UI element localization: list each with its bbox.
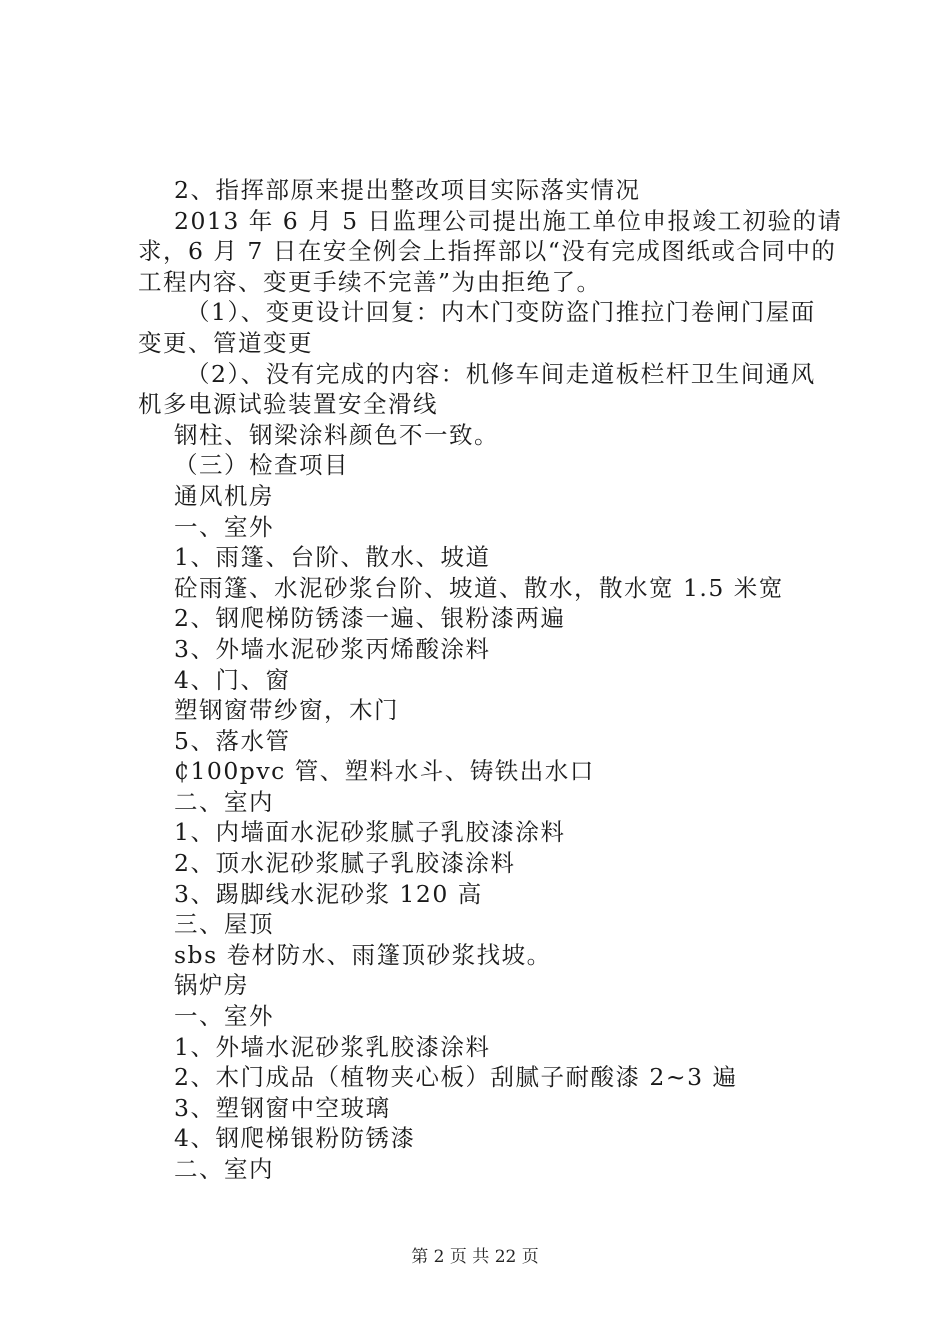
text-line: 一、室外 xyxy=(174,512,274,541)
document-body xyxy=(138,175,843,1185)
text-line: 2、钢爬梯防锈漆一遍、银粉漆两遍 xyxy=(174,604,566,633)
text-line: 二、室内 xyxy=(174,1155,274,1183)
text-line: 工程内容、变更手续不完善”为由拒绝了。 xyxy=(138,267,602,296)
text-line: 砼雨篷、水泥砂浆台阶、坡道、散水，散水宽 1.5 米宽 xyxy=(174,573,784,602)
text-line: sbs 卷材防水、雨篷顶砂浆找坡。 xyxy=(174,940,552,969)
text-line: 5、落水管 xyxy=(174,726,291,755)
text-line: （2）、没有完成的内容：机修车间走道板栏杆卫生间通风 xyxy=(186,359,816,388)
text-line: 一、室外 xyxy=(174,1002,274,1031)
text-line: 通风机房 xyxy=(174,481,274,510)
text-line: 2013 年 6 月 5 日监理公司提出施工单位申报竣工初验的请 xyxy=(174,206,843,235)
text-line: 钢柱、钢梁涂料颜色不一致。 xyxy=(174,420,499,449)
text-line: 二、室内 xyxy=(174,787,274,816)
text-line: 1、内墙面水泥砂浆腻子乳胶漆涂料 xyxy=(174,818,566,847)
text-line: 锅炉房 xyxy=(174,971,249,1000)
text-line: ₵100pvc 管、塑料水斗、铸铁出水口 xyxy=(174,757,595,786)
text-line: 机多电源试验装置安全滑线 xyxy=(138,390,438,419)
text-line: 3、踢脚线水泥砂浆 120 高 xyxy=(174,879,483,908)
text-line: （1）、变更设计回复：内木门变防盗门推拉门卷闸门屋面 xyxy=(186,298,816,327)
page-footer: 第 2 页 共 22 页 xyxy=(411,1247,539,1267)
text-line: 2、指挥部原来提出整改项目实际落实情况 xyxy=(174,176,641,204)
text-line: （三）检查项目 xyxy=(174,451,349,480)
text-line: 变更、管道变更 xyxy=(138,328,313,357)
text-line: 4、门、窗 xyxy=(174,665,291,694)
text-line: 1、外墙水泥砂浆乳胶漆涂料 xyxy=(174,1032,491,1061)
text-line: 1、雨篷、台阶、散水、坡道 xyxy=(174,543,491,572)
text-line: 塑钢窗带纱窗，木门 xyxy=(174,696,399,725)
text-line: 三、屋顶 xyxy=(174,910,274,939)
text-line: 4、钢爬梯银粉防锈漆 xyxy=(174,1124,416,1153)
text-line: 求，6 月 7 日在安全例会上指挥部以“没有完成图纸或合同中的 xyxy=(138,237,837,266)
text-line: 3、外墙水泥砂浆丙烯酸涂料 xyxy=(174,634,491,663)
text-line: 2、木门成品（植物夹心板）刮腻子耐酸漆 2~3 遍 xyxy=(174,1063,738,1092)
text-line: 2、顶水泥砂浆腻子乳胶漆涂料 xyxy=(174,849,516,878)
text-line: 3、塑钢窗中空玻璃 xyxy=(174,1093,391,1122)
